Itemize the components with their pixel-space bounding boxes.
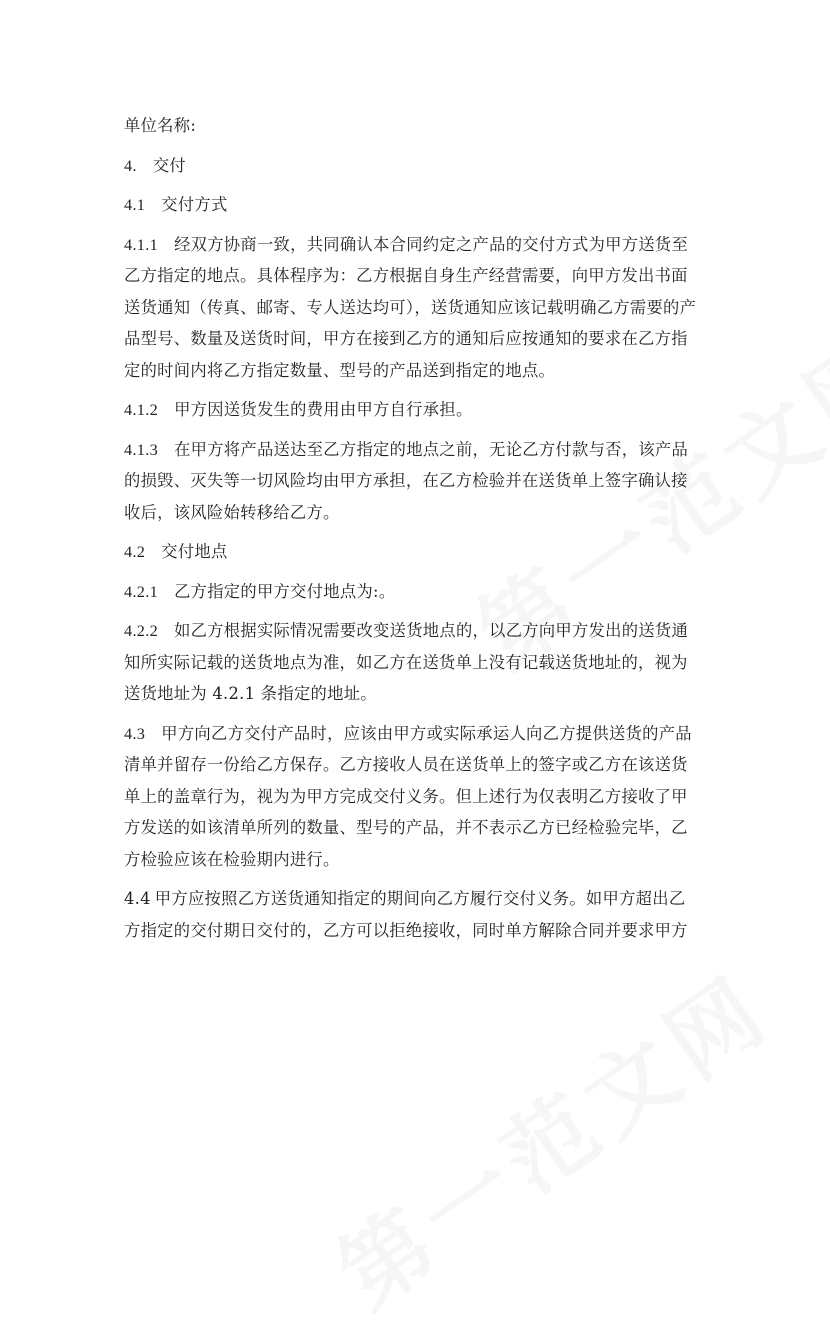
clause-4-1-1 [124,229,709,387]
clause-4-1-3 [124,434,709,529]
subsection-heading: 4.1 交付方式 [124,195,228,214]
clause-4-2-2 [124,615,709,710]
clause-line: 4.1.3 在甲方将产品送达至乙方指定的地点之前，无论乙方付款与否，该产品 [124,439,689,459]
watermark [308,938,792,1331]
clause-line: 单上的盖章行为，视为为甲方完成交付义务。但上述行为仅表明乙方接收了甲 [124,786,688,806]
clause-4-3 [124,718,709,876]
clause-line: 收后，该风险始转移给乙方。 [124,502,340,522]
clause-line: 4.2.2 如乙方根据实际情况需要改变送货地点的，以乙方向甲方发出的送货通 [124,621,689,640]
clause-line: 送货通知（传真、邮寄、专人送达均可），送货通知应该记载明确乙方需要的产 [124,297,697,317]
clause-line: 4.3 甲方向乙方交付产品时，应该由甲方或实际承运人向乙方提供送货的产品 [124,723,692,743]
clause-line: 方指定的交付期日交付的，乙方可以拒绝接收，同时单方解除合同并要求甲方 [124,920,688,940]
clause-line: 4.4 甲方应按照乙方送货通知指定的期间向乙方履行交付义务。如甲方超出乙 [124,889,686,908]
clause-line: 清单并留存一份给乙方保存。乙方接收人员在送货单上的签字或乙方在该送货 [124,755,688,774]
clause-line: 的损毁、灭失等一切风险均由甲方承担，在乙方检验并在送货单上签字确认接 [124,471,688,490]
clause-4-4 [124,883,709,946]
contract-text [124,110,709,946]
clause-4-1-2: 4.1.2 甲方因送货发生的费用由甲方自行承担。 [124,400,473,419]
clause-line: 品型号、数量及送货时间，甲方在接到乙方的通知后应按通知的要求在乙方指 [124,329,688,348]
section-heading: 4. 交付 [124,155,186,175]
clause-line: 乙方指定的地点。具体程序为：乙方根据自身生产经营需要，向甲方发出书面 [124,266,688,285]
unit-name-line: 单位名称: [124,116,197,135]
clause-line: 知所实际记载的送货地点为准，如乙方在送货单上没有记载送货地址的，视为 [124,652,688,672]
clause-line: 4.1.1 经双方协商一致，共同确认本合同约定之产品的交付方式为甲方送货至 [124,234,689,254]
clause-line: 送货地址为 4.2.1 条指定的地址。 [124,684,377,703]
clause-4-2-1: 4.2.1 乙方指定的甲方交付地点为:。 [124,581,396,601]
clause-line: 方发送的如该清单所列的数量、型号的产品，并不表示乙方已经检验完毕，乙 [124,818,688,837]
clause-line: 定的时间内将乙方指定数量、型号的产品送到指定的地点。 [124,360,556,380]
subsection-heading: 4.2 交付地点 [124,542,228,561]
clause-line: 方检验应该在检验期内进行。 [124,849,340,869]
